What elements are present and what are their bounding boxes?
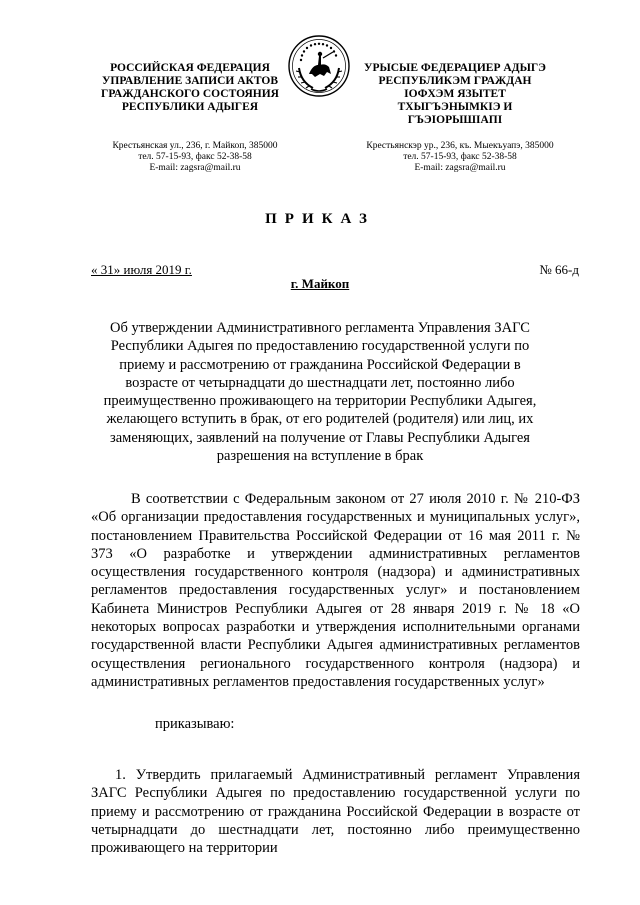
left-contact-block: [90, 141, 300, 174]
left-phone: тел. 57-15-93, факс 52-38-58: [138, 152, 252, 162]
order-word: приказываю:: [155, 716, 235, 732]
order-date: « 31» июля 2019 г.: [91, 262, 192, 277]
coat-of-arms-icon: [287, 34, 351, 98]
order-number: № 66-д: [539, 262, 579, 277]
right-organization-name: УРЫСЫЕ ФЕДЕРАЦИЕР АДЫГЭ РЕСПУБЛИКЭМ ГРАЖДАН IОФХЭМ ЯЗЫТЕТ ТХЫГЪЭНЫМКIЭ И ГЪЭIОРЫШIAПI: [364, 62, 546, 126]
left-address: Крестьянская ул., 236, г. Майкоп, 385000: [112, 141, 278, 151]
right-contact-block: [350, 141, 570, 174]
right-phone: тел. 57-15-93, факс 52-38-58: [403, 152, 517, 162]
left-email: E-mail: zagsra@mail.ru: [149, 163, 241, 173]
order-subject: Об утверждении Административного регламента Управления ЗАГС Республики Адыгея по предоставлению государственной услуги по приему и рассмотрению от гражданина Российской Федерации в возрасте от четырнадцати до шестнадцати лет, постоянно либо преимущественно проживающего на территории Республики Адыгея, желающего вступить в брак, от его родителей (родителя) или лиц, их заменяющих, заявлений на получение от Главы Республики Адыгея разрешения на вступление в брак: [103, 320, 537, 465]
left-organization-name: РОССИЙСКАЯ ФЕДЕРАЦИЯ УПРАВЛЕНИЕ ЗАПИСИ АКТОВ ГРАЖДАНСКОГО СОСТОЯНИЯ РЕСПУБЛИКИ АДЫГЕЯ: [101, 62, 279, 113]
document-title: ПРИКАЗ: [265, 211, 375, 227]
preamble-paragraph: В соответствии с Федеральным законом от 27 июля 2010 г. № 210-ФЗ «Об организации предоставления государственных и муниципальных услуг», постановлением Правительства Российской Федерации от 16 мая 2011 г. № 373 «О разработке и утверждении административных регламентов осуществления государственного контроля (надзора) и административных регламентов предоставления государственных услуг» и постановлением Кабинета Министров Республики Адыгея от 28 января 2019 г. № 18 «О некоторых вопросах разработки и утверждения исполнительными органами государственной власти Республики Адыгея административных регламентов осуществления регионального государственного контроля (надзора) и административных регламентов предоставления государственных услуг»: [91, 491, 580, 690]
right-email: E-mail: zagsra@mail.ru: [414, 163, 506, 173]
right-address: Крестьянскэр ур., 236, къ. Мыекъуапэ, 385000: [366, 141, 554, 151]
order-item-1: 1. Утвердить прилагаемый Административный регламент Управления ЗАГС Республики Адыгея по предоставлению государственной услуги по приему и рассмотрению от гражданина Российской Федерации в возрасте от четырнадцати до шестнадцати лет, постоянно либо преимущественно проживающего на территории: [91, 767, 580, 857]
order-city: г. Майкоп: [290, 276, 350, 291]
